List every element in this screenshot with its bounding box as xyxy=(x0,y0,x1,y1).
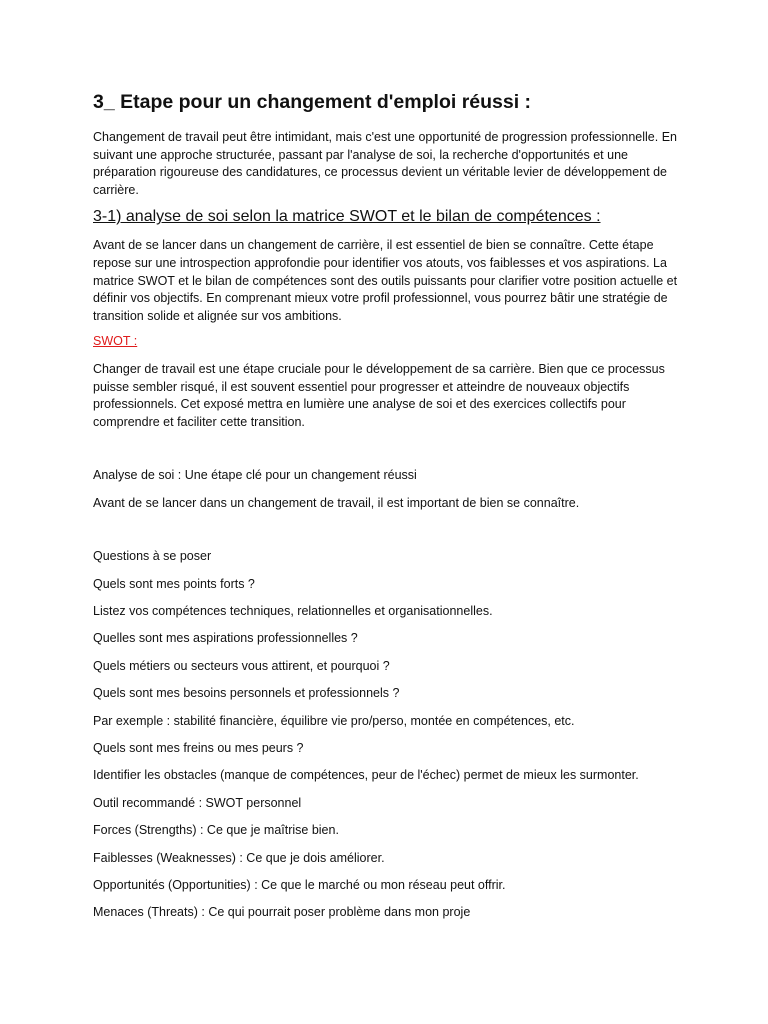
text-line: Listez vos compétences techniques, relationnelles et organisationnelles. xyxy=(93,604,493,619)
section-heading: 3_ Etape pour un changement d'emploi réussi : xyxy=(93,91,532,113)
text-line: Quels sont mes freins ou mes peurs ? xyxy=(93,741,304,756)
text-line: Opportunités (Opportunities) : Ce que le marché ou mon réseau peut offrir. xyxy=(93,877,506,892)
text-line: Questions à se poser xyxy=(93,549,212,564)
text-line: Outil recommandé : SWOT personnel xyxy=(93,795,302,810)
text-line: Avant de se lancer dans un changement de travail, il est important de bien se connaître. xyxy=(93,495,580,510)
text-line: Identifier les obstacles (manque de compétences, peur de l'échec) permet de mieux les surmonter. xyxy=(93,768,639,783)
document-page xyxy=(93,88,683,932)
text-line: Quelles sont mes aspirations professionnelles ? xyxy=(93,631,358,646)
intro-paragraph: Changement de travail peut être intimidant, mais c'est une opportunité de progression professionnelle. En suivant une approche structurée, passant par l'analyse de soi, la recherche d'opportunités et une préparation rigoureuse des candidatures, ce processus devient un véritable levier de développement de carrière. xyxy=(93,130,677,197)
text-line: Forces (Strengths) : Ce que je maîtrise bien. xyxy=(93,823,339,838)
text-line: Quels métiers ou secteurs vous attirent, et pourquoi ? xyxy=(93,658,390,673)
text-line: Quels sont mes besoins personnels et professionnels ? xyxy=(93,686,400,701)
text-line: Faiblesses (Weaknesses) : Ce que je dois améliorer. xyxy=(93,850,385,865)
subsection-heading: 3-1) analyse de soi selon la matrice SWOT et le bilan de compétences : xyxy=(93,208,601,226)
text-line: Analyse de soi : Une étape clé pour un changement réussi xyxy=(93,468,417,483)
career-change-paragraph: Changer de travail est une étape cruciale pour le développement de sa carrière. Bien que ce processus puisse sembler risqué, il est souvent essentiel pour progresser et atteindre de nouveaux objectifs professionnels. Cet exposé mettra en lumière une analyse de soi et des exercices collectifs pour comprendre et faciliter cette transition. xyxy=(93,361,665,429)
text-line: Menaces (Threats) : Ce qui pourrait poser problème dans mon proje xyxy=(93,905,471,920)
self-analysis-paragraph: Avant de se lancer dans un changement de carrière, il est essentiel de bien se connaître. Cette étape repose sur une introspection approfondie pour identifier vos atouts, vos faiblesses et vos aspirations. La matrice SWOT et le bilan de compétences sont des outils puissants pour clarifier votre position actuelle et définir vos objectifs. En comprenant mieux votre profil professionnel, vous pourrez bâtir une stratégie de transition solide et alignée sur vos ambitions. xyxy=(93,238,678,323)
swot-label: SWOT : xyxy=(93,334,138,349)
text-line: Par exemple : stabilité financière, équilibre vie pro/perso, montée en compétences, etc. xyxy=(93,713,575,728)
text-line: Quels sont mes points forts ? xyxy=(93,576,255,591)
